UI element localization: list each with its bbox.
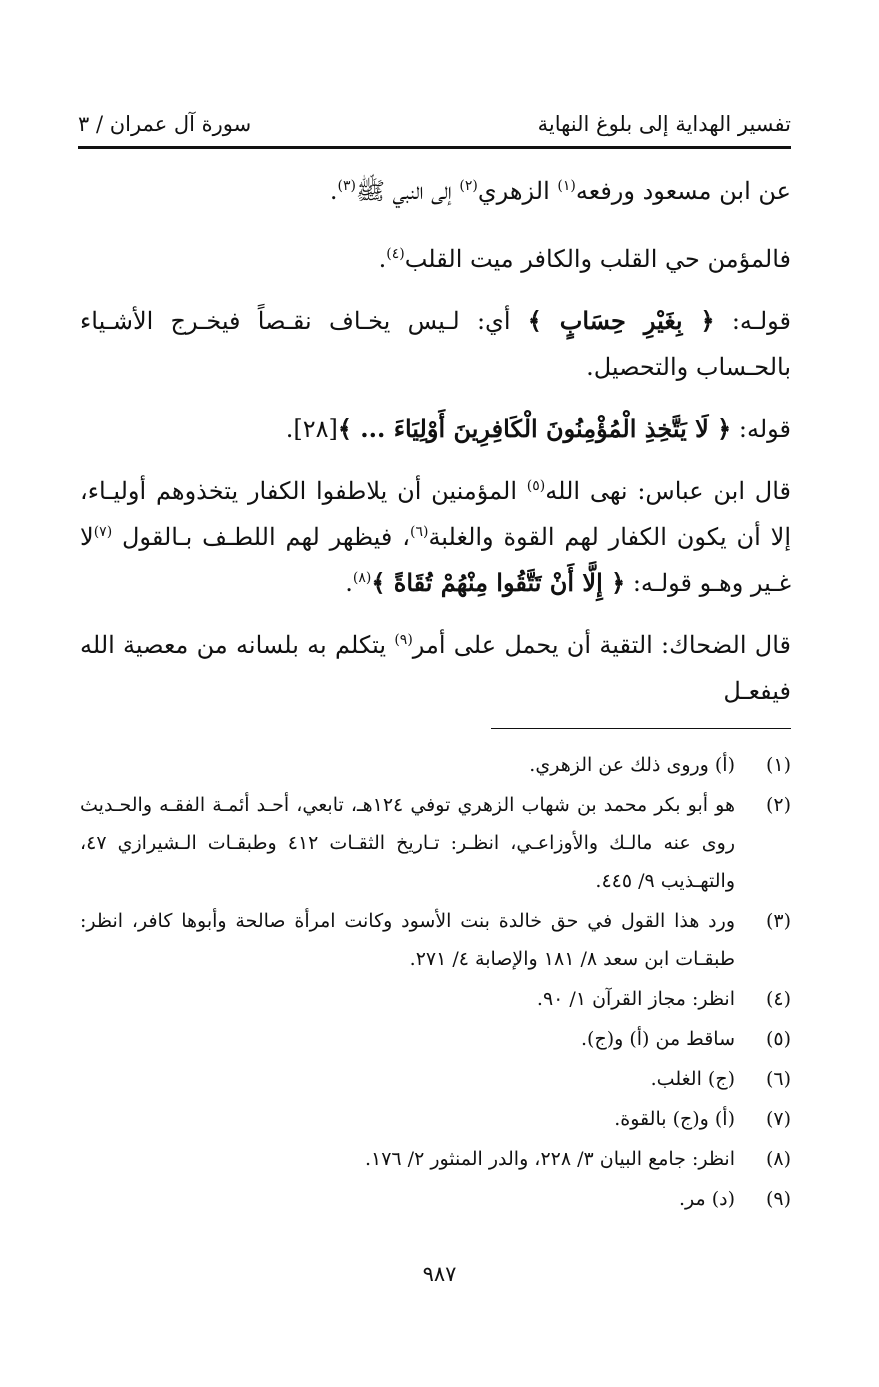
footnote-ref-8: (٨) bbox=[352, 570, 372, 586]
paragraph-6: قال الضحاك: التقية أن يحمل على أمر$^{(٩)}$ يتكلم به بلسانه من معصية الله فيفعـل bbox=[80, 631, 791, 705]
footnote-item bbox=[80, 746, 791, 784]
paragraph-5: قال ابن عباس: نهى الله$^{(٥)}$ المؤمنين أن يلاطفوا الكفار يتخذوهم أوليـاء، إلا أن يكون الكفار لهم القوة والغلبة$^{(٦)}$، فيظهر لهم اللطـف بـالقول $^{(٧)}$لا غـير وهـو قولـه: ﴿ إِلَّا أَنْ تَتَّقُوا مِنْهُمْ تُقَاةً ﴾$^{(٨)}$. bbox=[80, 477, 791, 597]
footnote-ref-5: (٥) bbox=[526, 478, 546, 494]
header-divider bbox=[78, 146, 791, 149]
footnote-number: (٥) bbox=[765, 1028, 791, 1050]
footnote-ref-7: (٧) bbox=[93, 524, 113, 540]
footnote-number: (٦) bbox=[765, 1068, 791, 1090]
footnote-ref-4: (٤) bbox=[386, 246, 405, 262]
footnote-text: ورد هذا القول في حق خالدة بنت الأسود وكانت امرأة صالحة وأبوها كافر، انظر: طبقـات ابن سعد ٨/ ١٨١ والإصابة ٤/ ٢٧١. bbox=[80, 910, 735, 970]
quran-quote: ﴿ بِغَيْرِ حِسَابٍ ﴾ bbox=[527, 306, 715, 335]
footnote-item bbox=[80, 1100, 791, 1138]
footnote-text: (أ) وروى ذلك عن الزهري. bbox=[529, 754, 735, 776]
footnote-number: (٣) bbox=[765, 910, 791, 932]
main-text bbox=[80, 168, 791, 730]
surah-label: سورة آل عمران / ٣ bbox=[78, 112, 252, 136]
footnote-item bbox=[80, 902, 791, 978]
footnote-ref-3: (٣) bbox=[337, 178, 356, 194]
footnote-text: (د) مر. bbox=[678, 1188, 735, 1210]
footnote-text: انظر: جامع البيان ٣/ ٢٢٨، والدر المنثور ٢/ ١٧٦. bbox=[364, 1148, 735, 1170]
footnote-ref-1: (١) bbox=[557, 178, 576, 194]
footnote-number: (١) bbox=[765, 754, 791, 776]
footnote-text: انظر: مجاز القرآن ١/ ٩٠. bbox=[536, 988, 735, 1010]
footnote-item bbox=[80, 1020, 791, 1058]
footnote-item bbox=[80, 980, 791, 1018]
footnote-ref-6: (٦) bbox=[409, 524, 429, 540]
footnote-text: هو أبو بكر محمد بن شهاب الزهري توفي ١٢٤هـ، تابعي، أحـد أئمـة الفقـه والحـديث روى عنه مالـك والأوزاعـي، انظـر: تـاريخ الثقـات ٤١٢ وطبقـات الـشيرازي ٤٧، والتهـذيب ٩/ ٤٤٥. bbox=[80, 794, 735, 892]
footnote-number: (٨) bbox=[765, 1148, 791, 1170]
footnote-ref-2: (٢) bbox=[459, 178, 478, 194]
quran-quote: ﴿ لَا يَتَّخِذِ الْمُؤْمِنُونَ الْكَافِرِينَ أَوْلِيَاءَ ... ﴾ bbox=[337, 414, 732, 443]
footnotes bbox=[80, 746, 791, 1220]
book-title: تفسير الهداية إلى بلوغ النهاية bbox=[537, 112, 791, 136]
footnote-ref-9: (٩) bbox=[394, 632, 413, 648]
footnote-item bbox=[80, 1060, 791, 1098]
footnote-item bbox=[80, 786, 791, 900]
paragraph-4: قوله: ﴿ لَا يَتَّخِذِ الْمُؤْمِنُونَ الْكَافِرِينَ أَوْلِيَاءَ ... ﴾[٢٨]. bbox=[285, 414, 791, 443]
footnote-number: (٤) bbox=[765, 988, 791, 1010]
footnote-text: ساقط من (أ) و(ج). bbox=[581, 1028, 735, 1050]
footnote-number: (٩) bbox=[765, 1188, 791, 1210]
footnote-divider bbox=[491, 728, 791, 729]
page-number: ٩٨٧ bbox=[422, 1262, 457, 1286]
footnote-item bbox=[80, 1180, 791, 1218]
paragraph-1: عن ابن مسعود ورفعه$^{(١)}$ الزهري$^{(٢)}$ إلى النبي ﷺ$^{(٣)}$. bbox=[329, 177, 791, 205]
paragraph-2: فالمؤمن حي القلب والكافر ميت القلب$^{(٤)}$. bbox=[378, 245, 791, 273]
footnote-item bbox=[80, 1140, 791, 1178]
quran-quote: ﴿ إِلَّا أَنْ تَتَّقُوا مِنْهُمْ تُقَاةً ﴾ bbox=[371, 568, 626, 597]
footnote-number: (٧) bbox=[765, 1108, 791, 1130]
footnote-number: (٢) bbox=[765, 794, 791, 816]
paragraph-3: قولـه: ﴿ بِغَيْرِ حِسَابٍ ﴾ أي: لـيس يخـاف نقـصاً فيخـرج الأشـياء بالحـساب والتحصيل. bbox=[80, 306, 791, 381]
footnote-text: (ج) الغلب. bbox=[650, 1068, 735, 1090]
running-header bbox=[78, 104, 791, 144]
footnote-text: (أ) و(ج) بالقوة. bbox=[614, 1108, 735, 1130]
